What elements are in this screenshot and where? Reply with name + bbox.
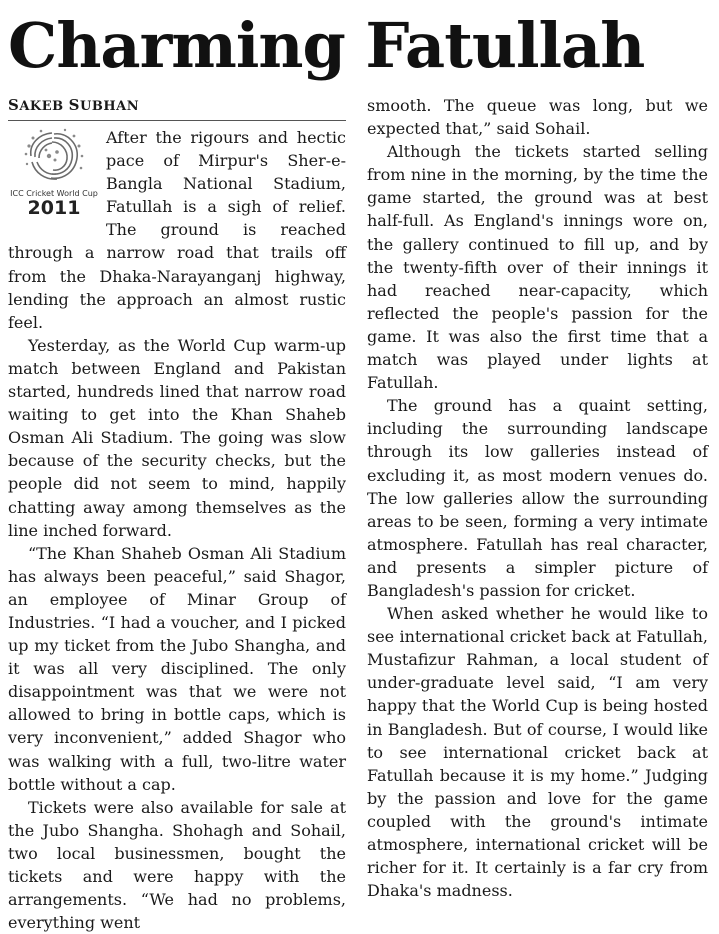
article-column-right [367, 94, 708, 902]
headline: Charming Fatullah [8, 9, 645, 82]
cricket-ball-swirl-icon [19, 126, 89, 188]
logo-year: 2011 [27, 197, 81, 219]
world-cup-logo [8, 126, 100, 236]
logo-caption: ICC Cricket World Cup [10, 189, 98, 198]
paragraph: “The Khan Shaheb Osman Ali Stadium has always been peaceful,” said Shagor, an employee of Minar Group of Industries. “I had a voucher, and I picked up my ticket from the Jubo Shangha, and it was all very disciplined. The only disappointment was that we were not allowed to bring in bottle caps, which is very inconvenient,” added Shagor who was walking with a full, two-litre water bottle without a cap. [8, 543, 346, 794]
paragraph: Although the tickets started selling from nine in the morning, by the time the game started, the ground was at best half-full. As England's innings wore on, the gallery continued to fill up, and by the twenty-fifth over of their innings it had reached near-capacity, which reflected the people's passion for the game. It was also the first time that a match was played under lights at Fatullah. [367, 142, 708, 393]
paragraph: Yesterday, as the World Cup warm-up match between England and Pakistan started, hundreds lined that narrow road waiting to get into the Khan Shaheb Osman Ali Stadium. The going was slow because of the security checks, but the people did not seem to mind, happily chatting away among themselves as the line inched forward. [8, 335, 346, 540]
paragraph: After the rigours and hectic pace of Mirpur's Sher-e-Bangla National Stadium, Fatullah is a sigh of relief. The ground is reached through a narrow road that trails off from the Dhaka-Narayanganj highway, lending the approach an almost rustic feel. [8, 128, 346, 332]
paragraph: Tickets were also available for sale at the Jubo Shangha. Shohagh and Sohail, two local businessmen, bought the tickets and were happy with the arrangements. “We had no problems, everything went [8, 797, 346, 933]
paragraph-continued: smooth. The queue was long, but we expected that,” said Sohail. [367, 96, 708, 139]
byline: SAKEB SUBHAN [8, 94, 346, 121]
paragraph: The ground has a quaint setting, including the surrounding landscape through its low galleries instead of excluding it, as most modern venues do. The low galleries allow the surrounding areas to be seen, forming a very intimate atmosphere. Fatullah has real character, and presents a simpler picture of Bangladesh's passion for cricket. [367, 396, 708, 600]
paragraph: When asked whether he would like to see international cricket back at Fatullah, Mustafizur Rahman, a local student of under-graduate level said, “I am very happy that the World Cup is being hosted in Bangladesh. But of course, I would like to see international cricket back at Fatullah because it is my home.” Judging by the passion and love for the game coupled with the ground's intimate atmosphere, international cricket will be richer for it. It certainly is a far cry from Dhaka's madness. [367, 604, 708, 901]
article-column-left [8, 94, 346, 934]
